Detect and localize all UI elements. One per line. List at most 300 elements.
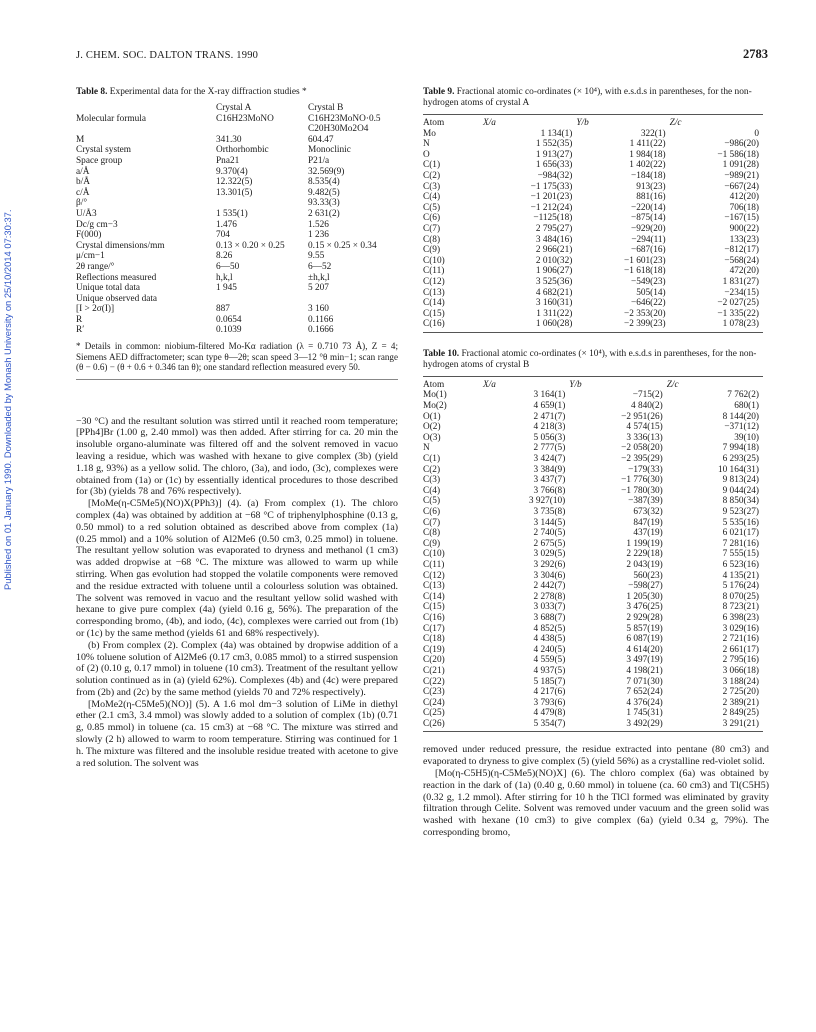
table9-cell: C(16): [423, 319, 483, 332]
table9-cell: 1 656(33): [535, 160, 573, 171]
table8-row: [76, 188, 381, 199]
table10-header-row: [423, 376, 763, 390]
table10-cell: 2 675(5): [533, 538, 566, 549]
table9-row: [423, 160, 763, 171]
table10-cell: −598(27): [628, 581, 663, 592]
table10-cell: 4 659(1): [533, 401, 566, 412]
table9-cell: C(5): [423, 202, 441, 213]
table10-cell: 3 927(10): [528, 496, 566, 507]
table10-cell: 9 813(24): [722, 475, 759, 486]
table9-cell: 900(22): [729, 223, 759, 234]
table9-cell: 1 091(28): [722, 160, 759, 171]
table10-cell: 7 071(30): [626, 676, 663, 687]
table10-row: [423, 677, 763, 688]
table10-cell: 4 479(8): [533, 708, 566, 719]
table9-cell: 0: [754, 128, 759, 139]
table8-cell: 1.476: [216, 219, 237, 230]
table9-cell: −184(18): [630, 170, 666, 181]
table9-cell: 2 010(32): [535, 255, 573, 266]
table10-row: [423, 475, 763, 486]
table10-row: [423, 422, 763, 433]
table10-cell: −2 395(29): [621, 454, 663, 465]
table10-cell: −2 951(26): [621, 411, 663, 422]
table10-row: [423, 698, 763, 709]
table8-cell: 5 207: [308, 283, 329, 294]
table10-cell: 6 293(25): [722, 454, 759, 465]
table9-cell: 1 078(23): [670, 319, 763, 332]
table8-cell: [216, 198, 308, 209]
table10-cell: 3 497(19): [626, 655, 663, 666]
table10-row: [423, 528, 763, 539]
table10-cell: 3 766(8): [533, 485, 566, 496]
table9-cell: C(6): [423, 213, 441, 224]
table9-cell: C(11): [423, 266, 445, 277]
table10-row: [423, 401, 763, 412]
table8-cell: c/Å: [76, 187, 90, 198]
table9-cell: −220(14): [630, 202, 666, 213]
table9-cell: C(2): [423, 170, 441, 181]
table10-row: [423, 719, 763, 732]
table9-row: [423, 245, 763, 256]
table8: [76, 103, 381, 336]
table9-row: [423, 277, 763, 288]
table10-row: [423, 518, 763, 529]
table10-cell: 2 442(7): [533, 581, 566, 592]
table9-cell: −687(16): [630, 245, 666, 256]
table10-cell: N: [423, 443, 430, 454]
table10-cell: C(3): [423, 475, 441, 486]
table10-cell: 2 278(8): [533, 591, 566, 602]
table8-row: [76, 230, 381, 241]
table10-row: [423, 687, 763, 698]
table9: [423, 114, 763, 333]
table8-cell: F(000): [76, 230, 102, 241]
table10-cell: 2 740(5): [533, 528, 566, 539]
table9-cell: 913(23): [636, 181, 666, 192]
table8-cell: 12.322(5): [216, 177, 253, 188]
table9-cell: 881(16): [636, 192, 666, 203]
table10-row: [423, 624, 763, 635]
table9-row: [423, 139, 763, 150]
table9-cell: 505(14): [636, 287, 666, 298]
table10-cell: C(2): [423, 464, 441, 475]
table10-cell: 3 029(16): [722, 623, 759, 634]
table9-cell: C(10): [423, 255, 445, 266]
table8-caption-text: Experimental data for the X-ray diffraction studies *: [107, 87, 307, 97]
table10-cell: 5 176(24): [722, 581, 759, 592]
table8-row: [76, 294, 381, 305]
table9-cell: C(7): [423, 223, 441, 234]
table9-cell: −1 335(22): [717, 308, 759, 319]
table8-cell: 1 236: [308, 230, 329, 241]
table8-cell: 8.535(4): [308, 177, 340, 188]
table10-cell: −179(33): [628, 464, 663, 475]
table10-row: [423, 507, 763, 518]
table10-row: [423, 708, 763, 719]
table8-cell: 0.1166: [308, 314, 334, 325]
table9-row: [423, 182, 763, 193]
table8-row: [76, 273, 381, 284]
download-watermark-text[interactable]: Published on 01 January 1990. Downloaded by Monash University on 25/10/2014 07:30:37.: [2, 209, 13, 590]
table10-cell: 3 188(24): [722, 676, 759, 687]
table8-cell: [216, 294, 308, 305]
table10-cell: 5 354(7): [483, 719, 569, 732]
table8-cell: 2 631(2): [308, 208, 340, 219]
table9-cell: 2 966(21): [535, 245, 573, 256]
table9-header-atom: Atom: [423, 115, 483, 129]
table9-row: [423, 319, 763, 332]
table10-cell: C(22): [423, 676, 445, 687]
table10-cell: 5 535(16): [722, 517, 759, 528]
table9-cell: 1 831(27): [722, 276, 759, 287]
table8-cell: 341.30: [216, 134, 242, 145]
table10-cell: 6 021(17): [722, 528, 759, 539]
table10-cell: 680(1): [734, 401, 759, 412]
table10-cell: 2 929(28): [626, 612, 663, 623]
table9-cell: 1 134(1): [540, 128, 573, 139]
table8-cell: Molecular formula: [76, 113, 146, 124]
table8-cell: 0.13 × 0.20 × 0.25: [216, 240, 285, 251]
table8-row: [76, 145, 381, 156]
table8-cell: b/Å: [76, 177, 90, 188]
table8-cell: 9.55: [308, 251, 325, 262]
table9-cell: −986(20): [724, 139, 759, 150]
table9-cell: −1125(18): [533, 213, 573, 224]
table8-cell: Monoclinic: [308, 145, 351, 156]
table10-row: [423, 666, 763, 677]
table8-cell: Unique observed data: [76, 293, 158, 304]
table9-cell: 412(20): [729, 192, 759, 203]
table10-cell: 3 424(7): [533, 454, 566, 465]
table8-cell: C16H23MoNO: [216, 113, 274, 124]
body-paragraph: [Mo(η-C5H5)(η-C5Me5)(NO)X] (6). The chloro complex (6a) was obtained by reaction in the dark of (1a) (0.40 g, 0.60 mmol) in toluene (ca. 60 cm3) and Tl(C5H5) (0.32 g, 1.2 mmol). After stirring for 10 h the TlCl formed was eliminated by gravity filtration through Celite. Solvent was removed under vacuum and the green solid was washed with hexane (10 cm3) to give complex (6a) (yield 0.34 g, 79%). The corresponding bromo,: [423, 768, 769, 839]
table10-cell: 3 304(6): [533, 570, 566, 581]
table9-cell: −2 353(20): [624, 308, 666, 319]
table8-cell: Crystal dimensions/mm: [76, 240, 165, 251]
table8-cell: 704: [216, 230, 230, 241]
table9-row: [423, 213, 763, 224]
table9-row: [423, 192, 763, 203]
table10-header-z: Z/c: [667, 376, 763, 390]
table9-cell: 322(1): [640, 128, 666, 139]
table10-cell: C(8): [423, 528, 441, 539]
table10-cell: 7 652(24): [626, 687, 663, 698]
table10-cell: C(25): [423, 708, 445, 719]
table9-body: [423, 129, 763, 333]
table10-cell: 4 840(2): [631, 401, 663, 412]
table10-cell: 9 044(24): [722, 485, 759, 496]
table10-cell: 9 523(27): [722, 507, 759, 517]
table8-cell: a/Å: [76, 166, 90, 177]
table9-cell: 1 913(27): [535, 149, 573, 160]
table10-cell: 7 555(15): [722, 549, 759, 560]
table10-row: [423, 549, 763, 560]
table10-cell: 8 850(34): [722, 496, 759, 507]
table10-cell: C(9): [423, 538, 441, 549]
table8-cell: 0.15 × 0.25 × 0.34: [308, 240, 377, 251]
table8-cell: C16H23MoNO·0.5: [308, 113, 381, 124]
table9-row: [423, 266, 763, 277]
table9-cell: −989(21): [724, 170, 759, 181]
table8-cell: 1 945: [216, 283, 237, 294]
table9-cell: −929(20): [630, 223, 666, 234]
table10-cell: −371(12): [724, 422, 759, 433]
table9-cell: C(3): [423, 181, 441, 192]
table10-cell: 3 029(5): [533, 549, 566, 560]
table8-cell: 1.526: [308, 219, 329, 230]
left-column: [76, 87, 398, 769]
table8-cell: R′: [76, 325, 85, 336]
table8-cell: [I > 2σ(I)]: [76, 304, 115, 315]
table8-cell: M: [76, 134, 85, 145]
table9-cell: 472(20): [729, 266, 759, 277]
table10-row: [423, 571, 763, 582]
table9-cell: C(13): [423, 287, 445, 298]
table10-row: [423, 602, 763, 613]
table10-cell: Mo(2): [423, 401, 447, 412]
table9-cell: O: [423, 149, 430, 160]
table10-cell: 847(19): [633, 517, 663, 528]
table8-row: [76, 209, 381, 220]
table9-cell: −875(14): [630, 213, 666, 224]
table10-header-atom: Atom: [423, 376, 483, 390]
table9-cell: −1 586(18): [717, 149, 759, 160]
table8-cell: Unique total data: [76, 283, 141, 294]
table9-header-x: X/a: [483, 115, 576, 129]
table10-cell: C(1): [423, 454, 441, 465]
table10-cell: O(1): [423, 411, 441, 422]
table10-cell: −1 776(30): [621, 475, 663, 486]
table8-cell: μ/cm−1: [76, 251, 105, 262]
table10-cell: C(24): [423, 697, 445, 708]
table10-cell: 4 240(5): [533, 644, 566, 655]
table8-row: [76, 315, 381, 326]
table10-cell: 6 523(16): [722, 559, 759, 570]
table10-row: [423, 465, 763, 476]
body-paragraph: [MoMe2(η-C5Me5)(NO)] (5). A 1.6 mol dm−3 solution of LiMe in diethyl ether (2.1 cm3, 3.4 mmol) was slowly added to a solution of complex (1b) (0.71 g, 0.85 mmol) in toluene (ca. 15 cm3) at −68 °C. The mixture was stirred and slowly (2 h) allowed to warm to room temperature. Stirring was continued for 1 h. The mixture was filtered and the insoluble residue treated with acetone to give a red solution. The solvent was: [76, 698, 398, 769]
table8-header-blank: [76, 103, 216, 114]
table8-col-a: Crystal A: [216, 103, 252, 113]
table10-cell: 6 087(19): [626, 634, 663, 645]
table9-cell: −2 027(25): [717, 298, 759, 309]
table8-row: [76, 304, 381, 315]
table10-row: [423, 496, 763, 507]
table10-cell: 2 849(25): [722, 708, 759, 719]
table9-cell: C(15): [423, 308, 445, 319]
table9-cell: −667(24): [724, 181, 759, 192]
table9-cell: 1 402(22): [629, 160, 666, 171]
table9-cell: −294(11): [631, 234, 666, 245]
table8-footnote: * Details in common: niobium-filtered Mo-Kα radiation (λ = 0.710 73 Å), Z = 4; Siemens AED diffractometer; scan type θ—2θ; scan speed 3—12 °θ min−1; scan range (θ − 0.6) − (θ + 0.6 + 0.346 tan θ); one standard reflection measured every 50.: [76, 341, 398, 373]
table9-cell: −1 212(24): [530, 202, 573, 213]
table9-cell: −234(15): [724, 287, 759, 298]
table10-cell: 7 762(2): [727, 390, 759, 401]
table9-caption: [423, 87, 769, 109]
table8-cell: 3 160: [308, 304, 329, 315]
table8-cell: C20H30Mo2O4: [308, 124, 369, 135]
table10-cell: 2 471(7): [533, 411, 566, 422]
table9-row: [423, 298, 763, 309]
table9-cell: −2 399(23): [576, 319, 669, 332]
table10-cell: C(4): [423, 485, 441, 496]
table10-cell: 4 217(6): [533, 687, 566, 698]
table9-cell: −812(17): [724, 245, 759, 256]
table10-cell: C(12): [423, 570, 445, 581]
table9-cell: −549(23): [630, 276, 666, 287]
table10-body: [423, 390, 763, 732]
table9-cell: C(14): [423, 298, 445, 309]
table10-cell: 3 291(21): [667, 719, 763, 732]
table8-row: [76, 262, 381, 273]
table9-header-row: [423, 115, 763, 129]
table8-caption: [76, 87, 398, 98]
table10-label: Table 10.: [423, 348, 460, 359]
table9-row: [423, 256, 763, 267]
table10-cell: 4 198(21): [626, 665, 663, 676]
table10-cell: 3 437(7): [533, 475, 566, 486]
table10: [423, 376, 763, 733]
table10-cell: 4 438(5): [533, 634, 566, 645]
table10-cell: 3 492(29): [569, 719, 666, 732]
table9-cell: 1 411(22): [629, 139, 666, 150]
table10-cell: 8 723(21): [722, 602, 759, 613]
table10-cell: C(14): [423, 591, 445, 602]
table9-label: Table 9.: [423, 87, 455, 97]
table10-cell: 3 336(13): [626, 432, 663, 443]
table10-row: [423, 433, 763, 444]
table9-cell: 1 984(18): [629, 149, 666, 160]
table10-caption: [423, 349, 769, 371]
table8-row: [76, 220, 381, 231]
table10-cell: 3 476(25): [626, 602, 663, 613]
table8-cell: 6—52: [308, 261, 332, 272]
table8-cell: Pna21: [216, 155, 240, 166]
table10-cell: C(6): [423, 507, 441, 517]
table9-cell: −568(24): [724, 255, 759, 266]
page-number: 2783: [743, 47, 768, 61]
right-column: [423, 87, 769, 839]
table10-caption-text: Fractional atomic co-ordinates (× 10⁴), with e.s.d.s in parentheses, for the non-hydrogen atoms of crystal B: [423, 348, 757, 370]
table9-cell: Mo: [423, 128, 436, 139]
table10-cell: O(3): [423, 432, 441, 443]
table10-cell: 5 056(3): [533, 432, 566, 443]
table8-cell: R: [76, 314, 83, 325]
table10-cell: 2 795(16): [722, 655, 759, 666]
table9-cell: C(4): [423, 192, 441, 203]
table8-header-row: [76, 103, 381, 114]
table10-cell: O(2): [423, 422, 441, 433]
table10-cell: 4 376(24): [626, 697, 663, 708]
running-header: J. CHEM. SOC. DALTON TRANS. 1990: [76, 50, 259, 61]
table8-cell: Space group: [76, 155, 123, 166]
table8-cell: β/°: [76, 198, 88, 209]
table8-row: [76, 156, 381, 167]
table10-cell: 3 735(8): [533, 507, 566, 517]
table9-cell: 3 525(36): [535, 276, 573, 287]
table9-cell: 4 682(21): [535, 287, 573, 298]
table9-cell: 1 060(28): [483, 319, 576, 332]
table8-cell: Dc/g cm−3: [76, 219, 118, 230]
table8-cell: 93.33(3): [308, 198, 340, 209]
table10-cell: 4 218(3): [533, 422, 566, 433]
table8-row: [76, 135, 381, 146]
table9-cell: −984(32): [537, 170, 573, 181]
table10-cell: C(17): [423, 623, 445, 634]
table9-caption-text: Fractional atomic co-ordinates (× 10⁴), with e.s.d.s in parentheses, for the non-hydrogen atoms of crystal A: [423, 87, 752, 108]
table10-cell: 4 559(5): [533, 655, 566, 666]
table10-row: [423, 581, 763, 592]
table9-cell: 1 906(27): [535, 266, 573, 277]
table10-cell: 3 384(9): [533, 464, 566, 475]
table10-cell: 1 745(31): [626, 708, 663, 719]
table10-row: [423, 412, 763, 423]
table10-cell: 437(19): [633, 528, 663, 539]
table10-cell: 7 994(18): [722, 443, 759, 454]
table9-row: [423, 150, 763, 161]
table8-row: [76, 251, 381, 262]
table8-cell: [76, 124, 216, 135]
table9-cell: 3 484(16): [535, 234, 573, 245]
table10-cell: 4 937(5): [533, 665, 566, 676]
table10-cell: −387(39): [628, 496, 663, 507]
table10-cell: 6 398(23): [722, 612, 759, 623]
table10-cell: 3 164(1): [533, 390, 566, 401]
spacer: [423, 732, 769, 744]
table8-label: Table 8.: [76, 87, 108, 97]
table9-header-z: Z/c: [670, 115, 763, 129]
table10-cell: 4 614(20): [626, 644, 663, 655]
table10-cell: 3 066(18): [722, 665, 759, 676]
table10-cell: C(10): [423, 549, 445, 560]
table10-row: [423, 592, 763, 603]
table8-body: [76, 114, 381, 336]
table9-cell: −1 201(23): [530, 192, 573, 203]
table10-cell: 2 043(19): [626, 559, 663, 570]
table9-cell: 3 160(31): [535, 298, 573, 309]
table10-cell: 1 205(30): [626, 591, 663, 602]
table8-cell: 6—50: [216, 261, 240, 272]
table10-row: [423, 486, 763, 497]
table9-row: [423, 288, 763, 299]
table9-cell: −1 601(23): [624, 255, 666, 266]
table10-cell: C(16): [423, 612, 445, 623]
table10-cell: C(7): [423, 517, 441, 528]
table10-header-x: X/a: [483, 376, 569, 390]
table8-row: [76, 198, 381, 209]
table8-cell: [216, 124, 308, 135]
table10-cell: 3 292(6): [533, 559, 566, 570]
table8-cell: Orthorhombic: [216, 145, 269, 156]
table10-cell: 39(10): [734, 432, 759, 443]
table10-cell: 4 574(15): [626, 422, 663, 433]
table10-cell: C(11): [423, 559, 445, 570]
table8-row: [76, 124, 381, 135]
table8-row: [76, 114, 381, 125]
table10-row: [423, 560, 763, 571]
spacer: [423, 333, 769, 349]
table10-cell: 673(32): [633, 507, 663, 517]
body-paragraph: −30 °C) and the resultant solution was stirred until it reached room temperature; [PPh4]Br (1.00 g, 2.40 mmol) was then added. After stirring for ca. 20 min the insoluble organo-aluminate was filtered off and the solvent removed in vacuo leaving a residue, which was washed with hexane to give complex (3b) (yield 1.18 g, 93%) as a yellow solid. The chloro, (3a), and iodo, (3c), complexes were obtained from (1a) or (1c) by essentially identical procedures to those described for (3b) (yields 78 and 76% respectively).: [76, 415, 398, 498]
table10-cell: Mo(1): [423, 390, 447, 401]
table10-cell: 10 164(31): [717, 464, 759, 475]
table8-cell: Crystal system: [76, 145, 132, 156]
body-paragraph: [MoMe(η-C5Me5)(NO)X(PPh3)] (4). (a) From complex (1). The chloro complex (4a) was obtained by addition at −68 °C of triphenylphosphine (0.13 g, 0.50 mmol) to a red solution obtained as described above from complex (1a) (0.25 mmol) and a 10% solution of Al2Me6 (0.50 cm3, 0.25 mmol) in toluene. The resultant yellow solution was evaporated to dryness and methanol (1 cm3) was added dropwise at −68 °C. The mixture was allowed to warm up while stirring. When gas evolution had stopped the volatile components were removed and the residue extracted with toluene until a colourless solution was obtained. The solvent was removed in vacuo and the resultant yellow solid washed with hexane to give pure complex (4a) (yield 0.16 g, 56%). The preparation of the corresponding bromo, (4b), and iodo, (4c), complexes were carried out from (1b) or (1c) by the same method (yields 61 and 68% respectively).: [76, 498, 398, 639]
table10-row: [423, 634, 763, 645]
table10-row: [423, 539, 763, 550]
table9-row: [423, 129, 763, 140]
table10-cell: 1 199(19): [626, 538, 663, 549]
table10-cell: C(26): [423, 719, 483, 732]
